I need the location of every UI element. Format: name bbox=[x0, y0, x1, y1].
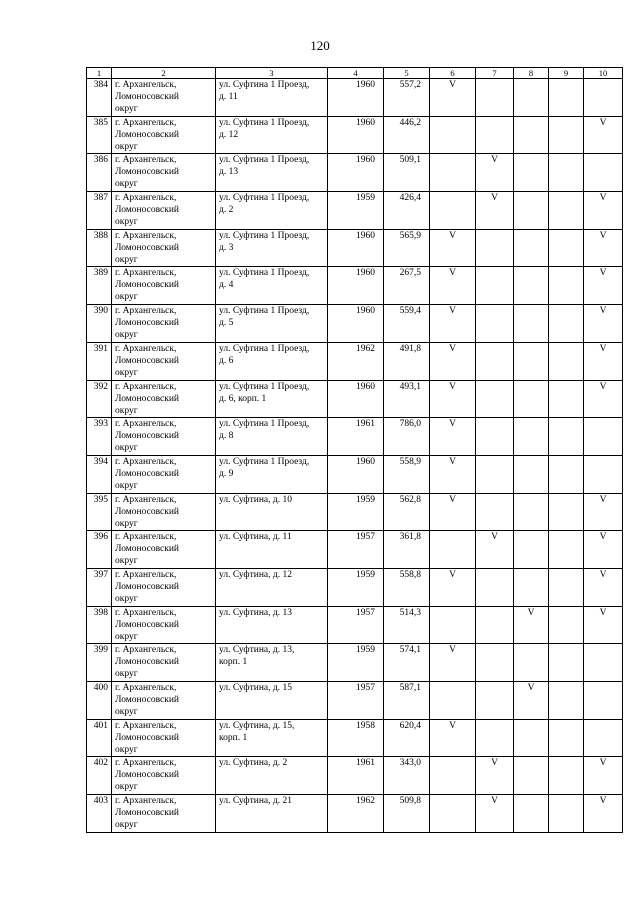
area-cell: 574,1 bbox=[384, 644, 430, 682]
table-row bbox=[87, 606, 623, 644]
mark-cell-10: V bbox=[584, 380, 623, 418]
mark-cell-7 bbox=[476, 644, 514, 682]
mark-cell-10: V bbox=[584, 342, 623, 380]
mark-cell-8 bbox=[514, 418, 549, 456]
mark-cell-7 bbox=[476, 493, 514, 531]
area-cell: 493,1 bbox=[384, 380, 430, 418]
district-cell: г. Архангельск, Ломоносовский округ bbox=[112, 116, 216, 154]
district-cell: г. Архангельск, Ломоносовский округ bbox=[112, 192, 216, 230]
row-number: 385 bbox=[87, 116, 112, 154]
year-cell: 1960 bbox=[328, 305, 384, 343]
address-cell: ул. Суфтина 1 Проезд, д. 6, корп. 1 bbox=[216, 380, 328, 418]
table-row bbox=[87, 229, 623, 267]
mark-cell-7 bbox=[476, 606, 514, 644]
mark-cell-6: V bbox=[430, 418, 476, 456]
area-cell: 557,2 bbox=[384, 79, 430, 117]
area-cell: 559,4 bbox=[384, 305, 430, 343]
year-cell: 1960 bbox=[328, 455, 384, 493]
row-number: 387 bbox=[87, 192, 112, 230]
mark-cell-10: V bbox=[584, 795, 623, 833]
area-cell: 426,4 bbox=[384, 192, 430, 230]
year-cell: 1959 bbox=[328, 644, 384, 682]
mark-cell-6: V bbox=[430, 493, 476, 531]
district-cell: г. Архангельск, Ломоносовский округ bbox=[112, 154, 216, 192]
row-number: 389 bbox=[87, 267, 112, 305]
district-cell: г. Архангельск, Ломоносовский округ bbox=[112, 305, 216, 343]
row-number: 394 bbox=[87, 455, 112, 493]
table-row bbox=[87, 795, 623, 833]
mark-cell-9 bbox=[549, 342, 584, 380]
mark-cell-10: V bbox=[584, 229, 623, 267]
year-cell: 1962 bbox=[328, 795, 384, 833]
table-row bbox=[87, 493, 623, 531]
table-row bbox=[87, 455, 623, 493]
address-cell: ул. Суфтина, д. 21 bbox=[216, 795, 328, 833]
row-number: 384 bbox=[87, 79, 112, 117]
district-cell: г. Архангельск, Ломоносовский округ bbox=[112, 79, 216, 117]
mark-cell-9 bbox=[549, 154, 584, 192]
row-number: 397 bbox=[87, 568, 112, 606]
area-cell: 361,8 bbox=[384, 531, 430, 569]
district-cell: г. Архангельск, Ломоносовский округ bbox=[112, 719, 216, 757]
mark-cell-6 bbox=[430, 116, 476, 154]
table-row bbox=[87, 418, 623, 456]
mark-cell-8 bbox=[514, 493, 549, 531]
mark-cell-8 bbox=[514, 154, 549, 192]
address-cell: ул. Суфтина 1 Проезд, д. 4 bbox=[216, 267, 328, 305]
year-cell: 1957 bbox=[328, 682, 384, 720]
mark-cell-7: V bbox=[476, 192, 514, 230]
mark-cell-7 bbox=[476, 380, 514, 418]
area-cell: 558,8 bbox=[384, 568, 430, 606]
mark-cell-6: V bbox=[430, 267, 476, 305]
address-cell: ул. Суфтина 1 Проезд, д. 5 bbox=[216, 305, 328, 343]
mark-cell-10: V bbox=[584, 493, 623, 531]
district-cell: г. Архангельск, Ломоносовский округ bbox=[112, 493, 216, 531]
mark-cell-8: V bbox=[514, 682, 549, 720]
year-cell: 1960 bbox=[328, 380, 384, 418]
address-cell: ул. Суфтина 1 Проезд, д. 11 bbox=[216, 79, 328, 117]
district-cell: г. Архангельск, Ломоносовский округ bbox=[112, 682, 216, 720]
mark-cell-10: V bbox=[584, 531, 623, 569]
address-cell: ул. Суфтина 1 Проезд, д. 2 bbox=[216, 192, 328, 230]
mark-cell-6 bbox=[430, 154, 476, 192]
table-row bbox=[87, 267, 623, 305]
table-row bbox=[87, 531, 623, 569]
district-cell: г. Архангельск, Ломоносовский округ bbox=[112, 229, 216, 267]
mark-cell-7: V bbox=[476, 154, 514, 192]
district-cell: г. Архангельск, Ломоносовский округ bbox=[112, 795, 216, 833]
row-number: 401 bbox=[87, 719, 112, 757]
mark-cell-10 bbox=[584, 644, 623, 682]
mark-cell-10 bbox=[584, 719, 623, 757]
mark-cell-10 bbox=[584, 79, 623, 117]
mark-cell-6 bbox=[430, 795, 476, 833]
row-number: 391 bbox=[87, 342, 112, 380]
mark-cell-8 bbox=[514, 531, 549, 569]
column-header: 3 bbox=[216, 68, 328, 79]
mark-cell-6 bbox=[430, 757, 476, 795]
mark-cell-8 bbox=[514, 568, 549, 606]
mark-cell-9 bbox=[549, 192, 584, 230]
mark-cell-7 bbox=[476, 682, 514, 720]
row-number: 398 bbox=[87, 606, 112, 644]
year-cell: 1959 bbox=[328, 493, 384, 531]
mark-cell-6: V bbox=[430, 380, 476, 418]
year-cell: 1959 bbox=[328, 192, 384, 230]
year-cell: 1960 bbox=[328, 229, 384, 267]
mark-cell-10: V bbox=[584, 305, 623, 343]
mark-cell-9 bbox=[549, 757, 584, 795]
mark-cell-8 bbox=[514, 380, 549, 418]
column-header-row bbox=[87, 68, 623, 79]
column-header: 4 bbox=[328, 68, 384, 79]
address-cell: ул. Суфтина, д. 15, корп. 1 bbox=[216, 719, 328, 757]
mark-cell-10: V bbox=[584, 267, 623, 305]
mark-cell-6: V bbox=[430, 644, 476, 682]
row-number: 392 bbox=[87, 380, 112, 418]
address-cell: ул. Суфтина 1 Проезд, д. 6 bbox=[216, 342, 328, 380]
address-cell: ул. Суфтина 1 Проезд, д. 3 bbox=[216, 229, 328, 267]
mark-cell-7 bbox=[476, 455, 514, 493]
mark-cell-9 bbox=[549, 682, 584, 720]
mark-cell-9 bbox=[549, 116, 584, 154]
year-cell: 1960 bbox=[328, 79, 384, 117]
mark-cell-6: V bbox=[430, 305, 476, 343]
mark-cell-8 bbox=[514, 644, 549, 682]
column-header: 2 bbox=[112, 68, 216, 79]
district-cell: г. Архангельск, Ломоносовский округ bbox=[112, 757, 216, 795]
area-cell: 514,3 bbox=[384, 606, 430, 644]
table-row bbox=[87, 116, 623, 154]
address-cell: ул. Суфтина, д. 10 bbox=[216, 493, 328, 531]
mark-cell-6: V bbox=[430, 229, 476, 267]
mark-cell-9 bbox=[549, 267, 584, 305]
area-cell: 786,0 bbox=[384, 418, 430, 456]
district-cell: г. Архангельск, Ломоносовский округ bbox=[112, 568, 216, 606]
district-cell: г. Архангельск, Ломоносовский округ bbox=[112, 342, 216, 380]
mark-cell-8 bbox=[514, 305, 549, 343]
district-cell: г. Архангельск, Ломоносовский округ bbox=[112, 606, 216, 644]
year-cell: 1960 bbox=[328, 116, 384, 154]
mark-cell-9 bbox=[549, 795, 584, 833]
housing-table bbox=[86, 67, 623, 833]
row-number: 399 bbox=[87, 644, 112, 682]
mark-cell-6 bbox=[430, 682, 476, 720]
mark-cell-7: V bbox=[476, 531, 514, 569]
area-cell: 562,8 bbox=[384, 493, 430, 531]
mark-cell-10: V bbox=[584, 757, 623, 795]
mark-cell-7 bbox=[476, 79, 514, 117]
mark-cell-9 bbox=[549, 380, 584, 418]
table-row bbox=[87, 79, 623, 117]
mark-cell-6 bbox=[430, 606, 476, 644]
mark-cell-9 bbox=[549, 644, 584, 682]
mark-cell-10 bbox=[584, 418, 623, 456]
district-cell: г. Архангельск, Ломоносовский округ bbox=[112, 267, 216, 305]
table-row bbox=[87, 305, 623, 343]
district-cell: г. Архангельск, Ломоносовский округ bbox=[112, 418, 216, 456]
row-number: 386 bbox=[87, 154, 112, 192]
mark-cell-8 bbox=[514, 795, 549, 833]
mark-cell-8 bbox=[514, 229, 549, 267]
year-cell: 1957 bbox=[328, 606, 384, 644]
row-number: 390 bbox=[87, 305, 112, 343]
row-number: 388 bbox=[87, 229, 112, 267]
mark-cell-6: V bbox=[430, 568, 476, 606]
address-cell: ул. Суфтина, д. 13, корп. 1 bbox=[216, 644, 328, 682]
page-number: 120 bbox=[310, 38, 330, 53]
column-header: 10 bbox=[584, 68, 623, 79]
mark-cell-9 bbox=[549, 305, 584, 343]
address-cell: ул. Суфтина, д. 13 bbox=[216, 606, 328, 644]
row-number: 403 bbox=[87, 795, 112, 833]
row-number: 402 bbox=[87, 757, 112, 795]
mark-cell-9 bbox=[549, 229, 584, 267]
year-cell: 1958 bbox=[328, 719, 384, 757]
mark-cell-9 bbox=[549, 493, 584, 531]
mark-cell-6 bbox=[430, 531, 476, 569]
area-cell: 587,1 bbox=[384, 682, 430, 720]
mark-cell-9 bbox=[549, 606, 584, 644]
mark-cell-7 bbox=[476, 229, 514, 267]
year-cell: 1961 bbox=[328, 418, 384, 456]
district-cell: г. Архангельск, Ломоносовский округ bbox=[112, 644, 216, 682]
mark-cell-8 bbox=[514, 455, 549, 493]
mark-cell-8 bbox=[514, 719, 549, 757]
column-header: 7 bbox=[476, 68, 514, 79]
mark-cell-9 bbox=[549, 79, 584, 117]
table-row bbox=[87, 757, 623, 795]
mark-cell-10: V bbox=[584, 606, 623, 644]
area-cell: 565,9 bbox=[384, 229, 430, 267]
area-cell: 446,2 bbox=[384, 116, 430, 154]
area-cell: 267,5 bbox=[384, 267, 430, 305]
address-cell: ул. Суфтина, д. 11 bbox=[216, 531, 328, 569]
mark-cell-8 bbox=[514, 267, 549, 305]
column-header: 1 bbox=[87, 68, 112, 79]
area-cell: 509,1 bbox=[384, 154, 430, 192]
mark-cell-6 bbox=[430, 192, 476, 230]
mark-cell-9 bbox=[549, 455, 584, 493]
address-cell: ул. Суфтина, д. 15 bbox=[216, 682, 328, 720]
mark-cell-10: V bbox=[584, 116, 623, 154]
address-cell: ул. Суфтина, д. 2 bbox=[216, 757, 328, 795]
mark-cell-7 bbox=[476, 719, 514, 757]
area-cell: 491,8 bbox=[384, 342, 430, 380]
mark-cell-8 bbox=[514, 116, 549, 154]
year-cell: 1962 bbox=[328, 342, 384, 380]
district-cell: г. Архангельск, Ломоносовский округ bbox=[112, 531, 216, 569]
mark-cell-7 bbox=[476, 342, 514, 380]
table-row bbox=[87, 154, 623, 192]
mark-cell-8 bbox=[514, 79, 549, 117]
mark-cell-7 bbox=[476, 418, 514, 456]
mark-cell-7 bbox=[476, 116, 514, 154]
table-row bbox=[87, 644, 623, 682]
area-cell: 509,8 bbox=[384, 795, 430, 833]
mark-cell-9 bbox=[549, 719, 584, 757]
year-cell: 1957 bbox=[328, 531, 384, 569]
mark-cell-10 bbox=[584, 682, 623, 720]
mark-cell-6: V bbox=[430, 342, 476, 380]
address-cell: ул. Суфтина 1 Проезд, д. 13 bbox=[216, 154, 328, 192]
mark-cell-7: V bbox=[476, 795, 514, 833]
column-header: 9 bbox=[549, 68, 584, 79]
mark-cell-6: V bbox=[430, 719, 476, 757]
table-row bbox=[87, 682, 623, 720]
row-number: 393 bbox=[87, 418, 112, 456]
mark-cell-6: V bbox=[430, 79, 476, 117]
mark-cell-6: V bbox=[430, 455, 476, 493]
address-cell: ул. Суфтина 1 Проезд, д. 12 bbox=[216, 116, 328, 154]
area-cell: 620,4 bbox=[384, 719, 430, 757]
mark-cell-7 bbox=[476, 267, 514, 305]
address-cell: ул. Суфтина 1 Проезд, д. 9 bbox=[216, 455, 328, 493]
district-cell: г. Архангельск, Ломоносовский округ bbox=[112, 380, 216, 418]
mark-cell-8 bbox=[514, 342, 549, 380]
year-cell: 1960 bbox=[328, 267, 384, 305]
table-row bbox=[87, 719, 623, 757]
mark-cell-9 bbox=[549, 418, 584, 456]
mark-cell-10 bbox=[584, 455, 623, 493]
table-row bbox=[87, 342, 623, 380]
table-row bbox=[87, 568, 623, 606]
table-row bbox=[87, 192, 623, 230]
mark-cell-9 bbox=[549, 568, 584, 606]
row-number: 400 bbox=[87, 682, 112, 720]
mark-cell-7 bbox=[476, 568, 514, 606]
year-cell: 1961 bbox=[328, 757, 384, 795]
mark-cell-9 bbox=[549, 531, 584, 569]
year-cell: 1960 bbox=[328, 154, 384, 192]
row-number: 396 bbox=[87, 531, 112, 569]
area-cell: 343,0 bbox=[384, 757, 430, 795]
address-cell: ул. Суфтина 1 Проезд, д. 8 bbox=[216, 418, 328, 456]
mark-cell-8 bbox=[514, 192, 549, 230]
area-cell: 558,9 bbox=[384, 455, 430, 493]
mark-cell-8 bbox=[514, 757, 549, 795]
column-header: 5 bbox=[384, 68, 430, 79]
mark-cell-7: V bbox=[476, 757, 514, 795]
column-header: 6 bbox=[430, 68, 476, 79]
district-cell: г. Архангельск, Ломоносовский округ bbox=[112, 455, 216, 493]
table-row bbox=[87, 380, 623, 418]
address-cell: ул. Суфтина, д. 12 bbox=[216, 568, 328, 606]
mark-cell-8: V bbox=[514, 606, 549, 644]
mark-cell-10: V bbox=[584, 568, 623, 606]
mark-cell-10 bbox=[584, 154, 623, 192]
mark-cell-7 bbox=[476, 305, 514, 343]
year-cell: 1959 bbox=[328, 568, 384, 606]
column-header: 8 bbox=[514, 68, 549, 79]
row-number: 395 bbox=[87, 493, 112, 531]
mark-cell-10: V bbox=[584, 192, 623, 230]
